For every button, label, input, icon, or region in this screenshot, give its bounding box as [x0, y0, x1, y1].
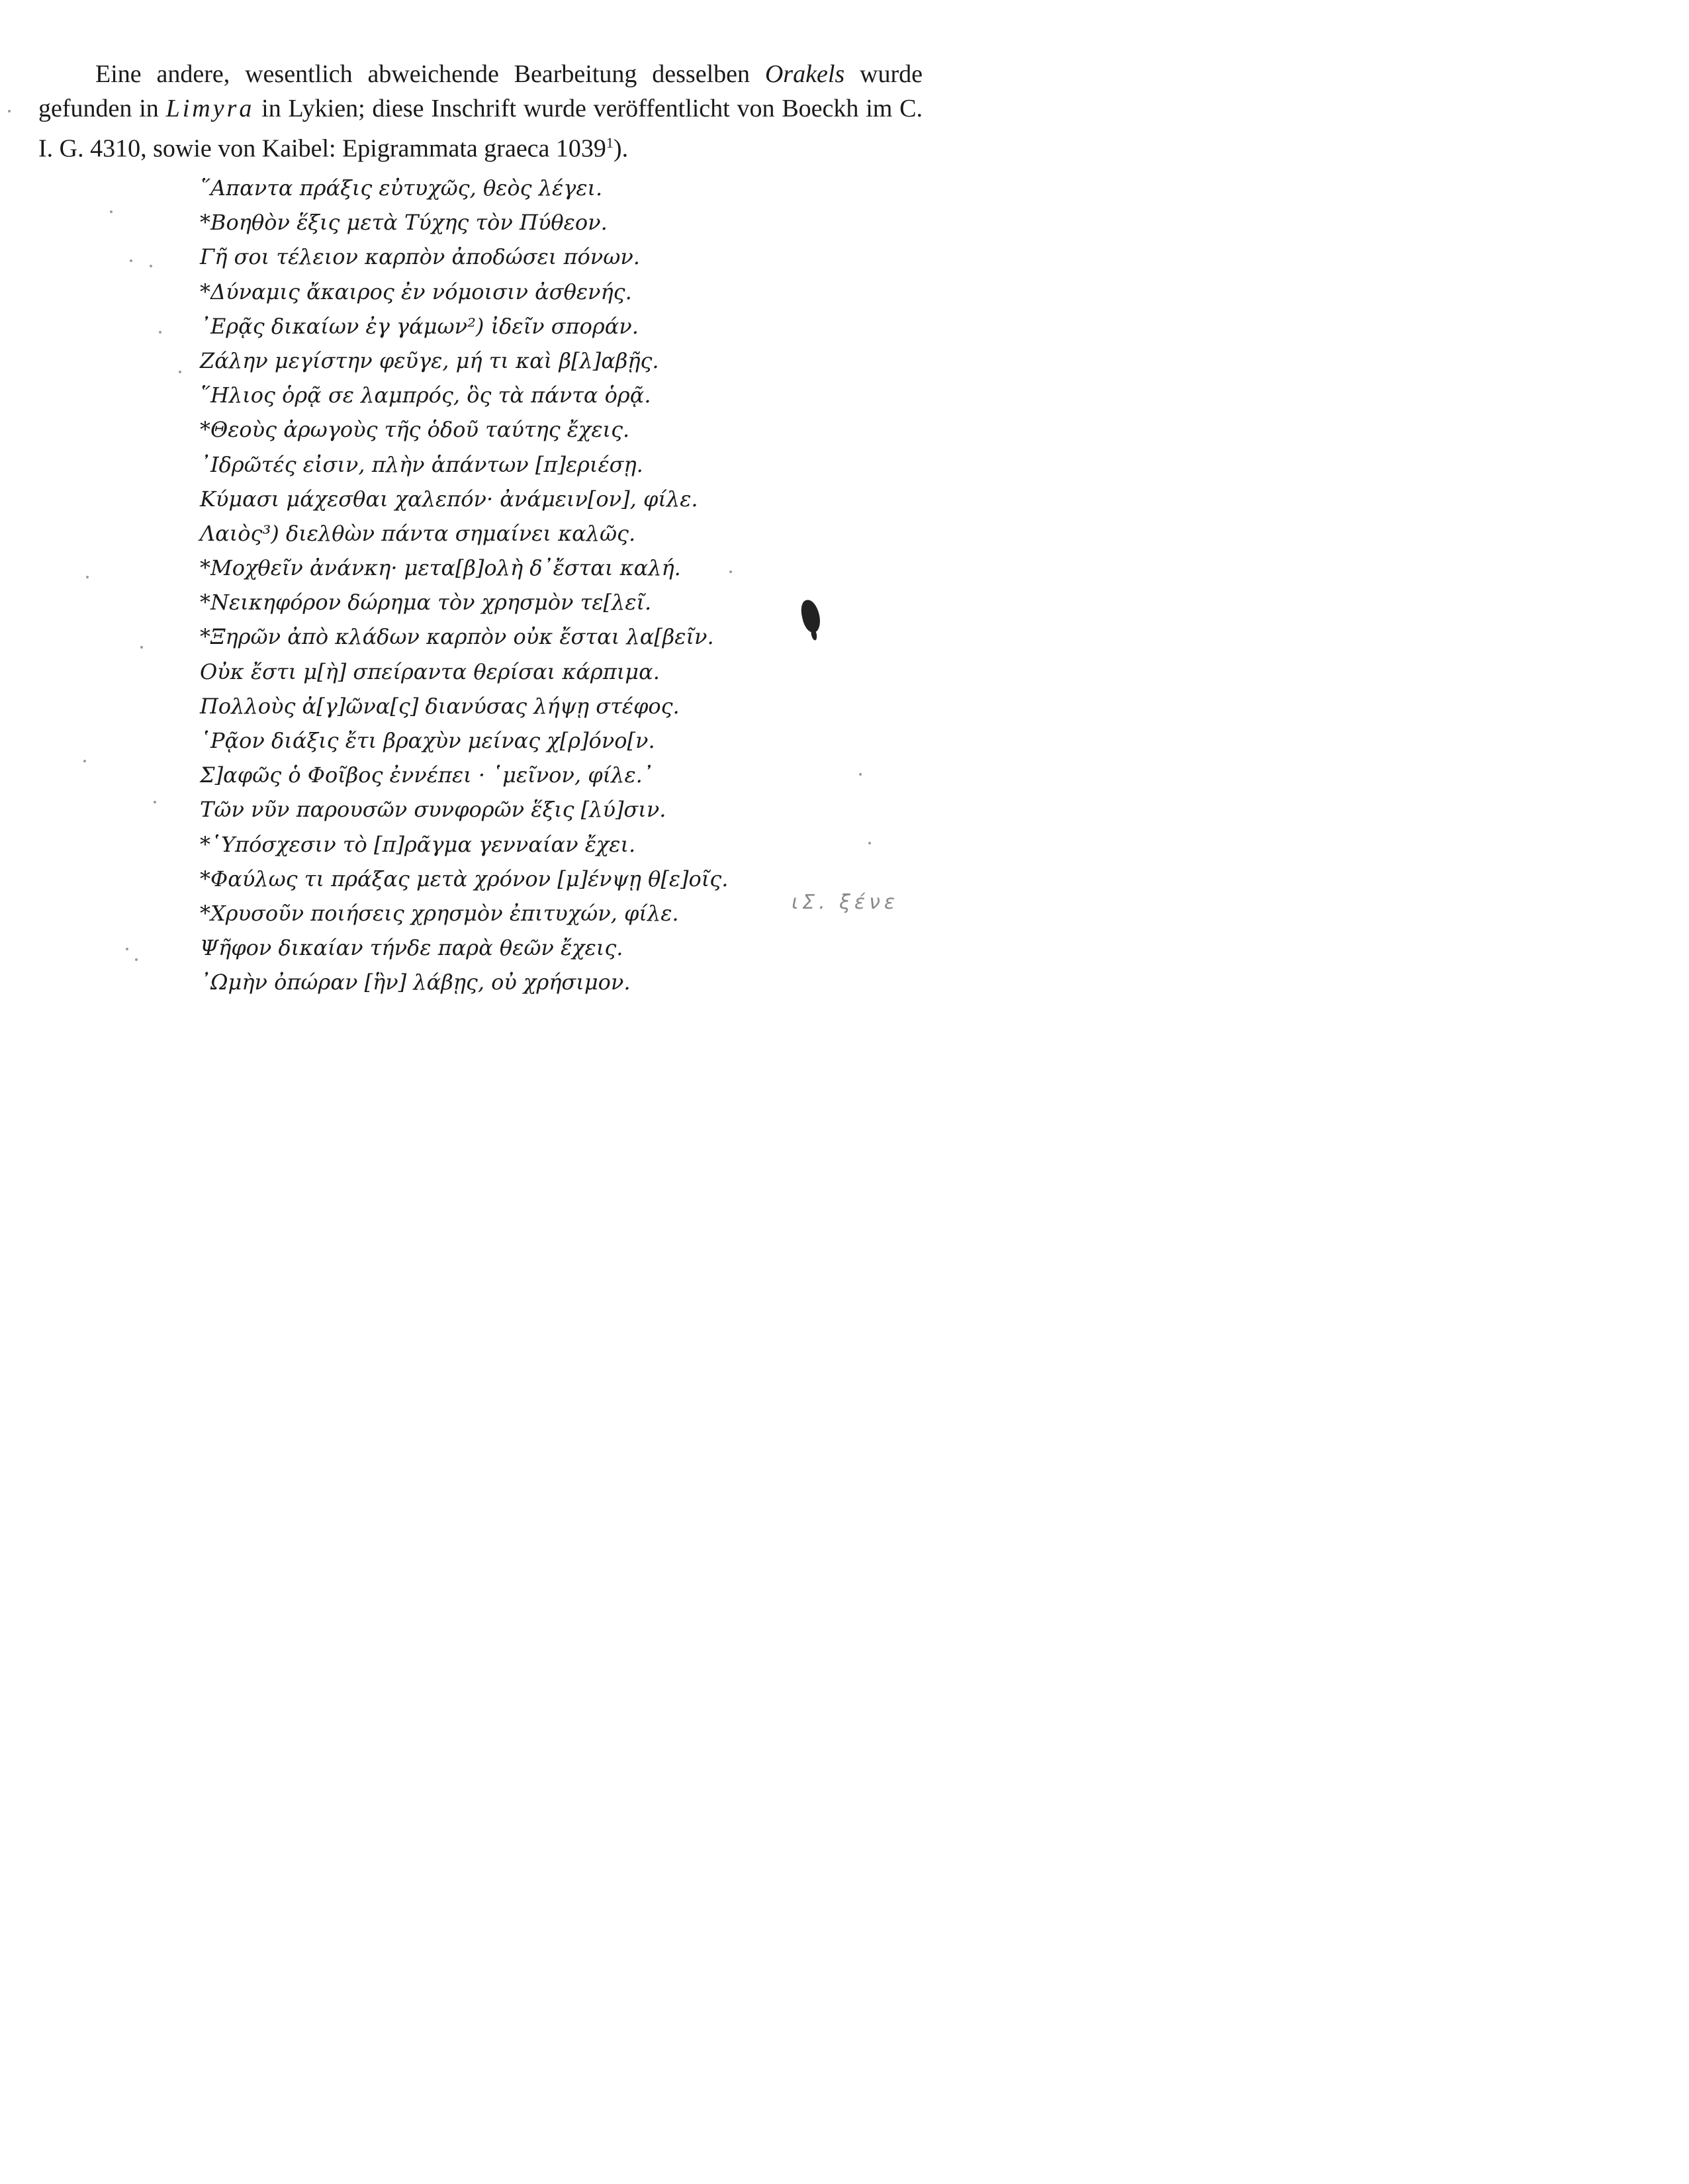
handwritten-annotation: ιΣ. ξένε: [792, 891, 899, 914]
verse-line: ῞Απαντα πράξις εὐτυχῶς, θεὸς λέγει.: [200, 175, 603, 201]
verse-line: Γῆ σοι τέλειον καρπὸν ἀποδώσει πόνων.: [200, 244, 640, 270]
verse-line: *Χρυσοῦν ποιήσεις χρησμὸν ἐπιτυχών, φίλε.: [200, 900, 679, 926]
scan-speck: [868, 842, 871, 844]
scan-speck: [179, 371, 181, 373]
verse-line: *Νεικηφόρον δώρημα τὸν χρησμὸν τε[λεῖ.: [200, 590, 652, 615]
scan-speck: [140, 646, 143, 649]
verse-line: *Δύναμις ἄκαιρος ἐν νόμοισιν ἀσθενής.: [200, 279, 632, 304]
scan-speck: [135, 958, 138, 961]
scan-speck: [83, 760, 86, 762]
verse-line: Οὐκ ἔστι μ[ὴ] σπείραντα θερίσαι κάρπιμα.: [200, 659, 660, 684]
verse-line: ᾿Ιδρῶτές εἰσιν, πλὴν ἁπάντων [π]εριέσῃ.: [200, 451, 643, 477]
verse-line: Πολλοὺς ἀ[γ]ῶνα[ς] διανύσας λήψῃ στέφος.: [200, 693, 680, 719]
verse-line: Λαιὸς³) διελθὼν πάντα σημαίνει καλῶς.: [200, 520, 636, 546]
verse-line: Ζάλην μεγίστην φεῦγε, μή τι καὶ β[λ]αβῇς.: [200, 347, 659, 373]
scan-speck: [86, 576, 89, 578]
intro-word-orakels: Orakels: [764, 60, 845, 88]
oracle-verse-list: [200, 171, 862, 1000]
intro-paragraph: [38, 57, 923, 166]
verse-line: *Φαύλως τι πράξας μετὰ χρόνον [μ]ένψῃ θ[ε]οῖς.: [200, 866, 729, 891]
footnote-mark: 1: [606, 134, 614, 151]
scan-speck: [859, 773, 862, 776]
verse-line: Σ]αφῶς ὁ Φοῖβος ἐννέπει · ῾μεῖνον, φίλε.᾿: [200, 762, 653, 788]
scan-speck: [110, 210, 113, 213]
scan-speck: [154, 801, 156, 803]
intro-place-limyra: Limyra: [165, 95, 255, 122]
verse-line: *Θεοὺς ἀρωγοὺς τῆς ὁδοῦ ταύτης ἔχεις.: [200, 417, 630, 443]
intro-text-4: ).: [613, 134, 629, 163]
verse-line: ῞Ηλιος ὁρᾷ σε λαμπρός, ὃς τὰ πάντα ὁρᾷ.: [200, 383, 651, 408]
verse-line: ᾿Ωμὴν ὀπώραν [ἣν] λάβῃς, οὐ χρήσιμον.: [200, 970, 631, 995]
verse-line: Κύμασι μάχεσθαι χαλεπόν· ἀνάμειν[ον], φίλε.: [200, 486, 698, 512]
intro-text-1: Eine andere, wesentlich abweichende Bearbeitung desselben: [95, 60, 765, 88]
verse-line: Τῶν νῦν παρουσῶν συνφορῶν ἕξις [λύ]σιν.: [200, 797, 666, 823]
intro-text-3: in Lykien; diese Inschrift wurde veröffentlicht von Boeckh im C. I. G. 4310, sowie von Kaibel: Epigrammata graeca 1039: [38, 95, 923, 163]
verse-line: *Βοηθὸν ἕξις μετὰ Τύχης τὸν Πύθεον.: [200, 210, 608, 236]
verse-line: *Ξηρῶν ἀπὸ κλάδων καρπὸν οὐκ ἔσται λα[βεῖν.: [200, 624, 714, 650]
intro-text-2: wurde gefunden in: [38, 60, 923, 122]
verse-line: ᾿Ερᾷς δικαίων ἐγ γάμων²) ἰδεῖν σποράν.: [200, 313, 639, 339]
scan-speck: [130, 259, 132, 262]
verse-line: *῾Υπόσχεσιν τὸ [π]ρᾶγμα γενναίαν ἔχει.: [200, 831, 636, 857]
verse-line: *Μοχθεῖν ἀνάνκη· μετα[β]ολὴ δ᾿ἔσται καλή.: [200, 555, 681, 581]
scan-speck: [159, 331, 161, 334]
scan-speck: [126, 948, 128, 950]
verse-line: Ψῆφον δικαίαν τήνδε παρὰ θεῶν ἔχεις.: [200, 935, 623, 961]
scan-speck: [729, 570, 732, 573]
scan-speck: [8, 110, 11, 113]
scan-speck: [150, 265, 152, 267]
verse-line: ῾Ρᾷον διάξις ἔτι βραχὺν μείνας χ[ρ]όνο[ν.: [200, 728, 655, 753]
